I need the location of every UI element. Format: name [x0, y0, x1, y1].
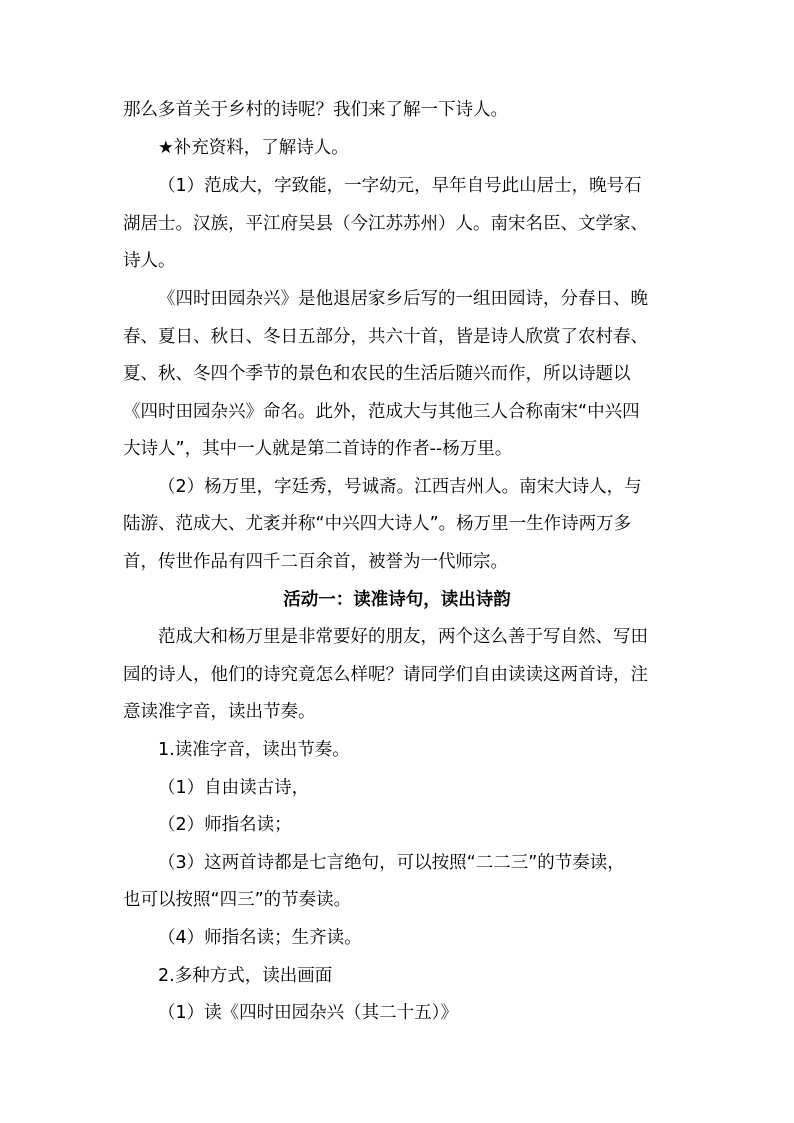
yang-wanli-line-2: 陆游、范成大、尤袤并称“中兴四大诗人”。杨万里一生作诗两万多 — [123, 514, 632, 534]
poem-intro-line-4: 《四时田园杂兴》命名。此外，范成大与其他三人合称南宋“中兴四 — [123, 402, 640, 422]
step-2-item-1: （1）读《四时田园杂兴（其二十五）》 — [158, 1003, 458, 1023]
poem-intro-line-3: 夏、秋、冬四个季节的景色和农民的生活后随兴而作，所以诗题以 — [123, 364, 631, 384]
step-2-heading: 2.多种方式，读出画面 — [158, 966, 333, 986]
poem-intro-line-2: 春、夏日、秋日、冬日五部分，共六十首，皆是诗人欣赏了农村春、 — [123, 327, 648, 347]
step-1-heading: 1.读准字音，读出节奏。 — [158, 740, 350, 760]
step-1-item-3-cont: 也可以按照“四三”的节奏读。 — [123, 890, 352, 910]
activity-one-heading: 活动一：读准诗句，读出诗韵 — [283, 590, 511, 610]
yang-wanli-line-3: 首，传世作品有四千二百余首，被誉为一代师宗。 — [123, 552, 508, 572]
activity-intro-line-3: 意读准字音，读出节奏。 — [123, 702, 316, 722]
fan-chengda-line-1: （1）范成大，字致能，一字幼元，早年自号此山居士，晚号石 — [158, 176, 642, 196]
yang-wanli-line-1: （2）杨万里，字廷秀，号诚斋。江西吉州人。南宋大诗人，与 — [158, 477, 642, 497]
poem-intro-line-5: 大诗人”，其中一人就是第二首诗的作者--杨万里。 — [123, 439, 513, 459]
step-1-item-3: （3）这两首诗都是七言绝句，可以按照“二二三”的节奏读， — [158, 853, 625, 873]
activity-intro-line-2: 园的诗人，他们的诗究竟怎么样呢？请同学们自由读读这两首诗，注 — [123, 665, 648, 685]
step-1-item-4: （4）师指名读；生齐读。 — [158, 928, 362, 948]
step-1-item-2: （2）师指名读； — [158, 815, 292, 835]
paragraph-line-1: 那么多首关于乡村的诗呢？我们来了解一下诗人。 — [123, 100, 508, 120]
fan-chengda-line-2: 湖居士。汉族，平江府吴县（今江苏苏州）人。南宋名臣、文学家、 — [123, 214, 648, 234]
supplement-heading: ★补充资料，了解诗人。 — [158, 138, 349, 158]
step-1-item-1: （1）自由读古诗， — [158, 778, 310, 798]
activity-intro-line-1: 范成大和杨万里是非常要好的朋友，两个这么善于写自然、写田 — [158, 627, 648, 647]
fan-chengda-line-3: 诗人。 — [123, 251, 176, 271]
poem-intro-line-1: 《四时田园杂兴》是他退居家乡后写的一组田园诗，分春日、晚 — [158, 289, 648, 309]
